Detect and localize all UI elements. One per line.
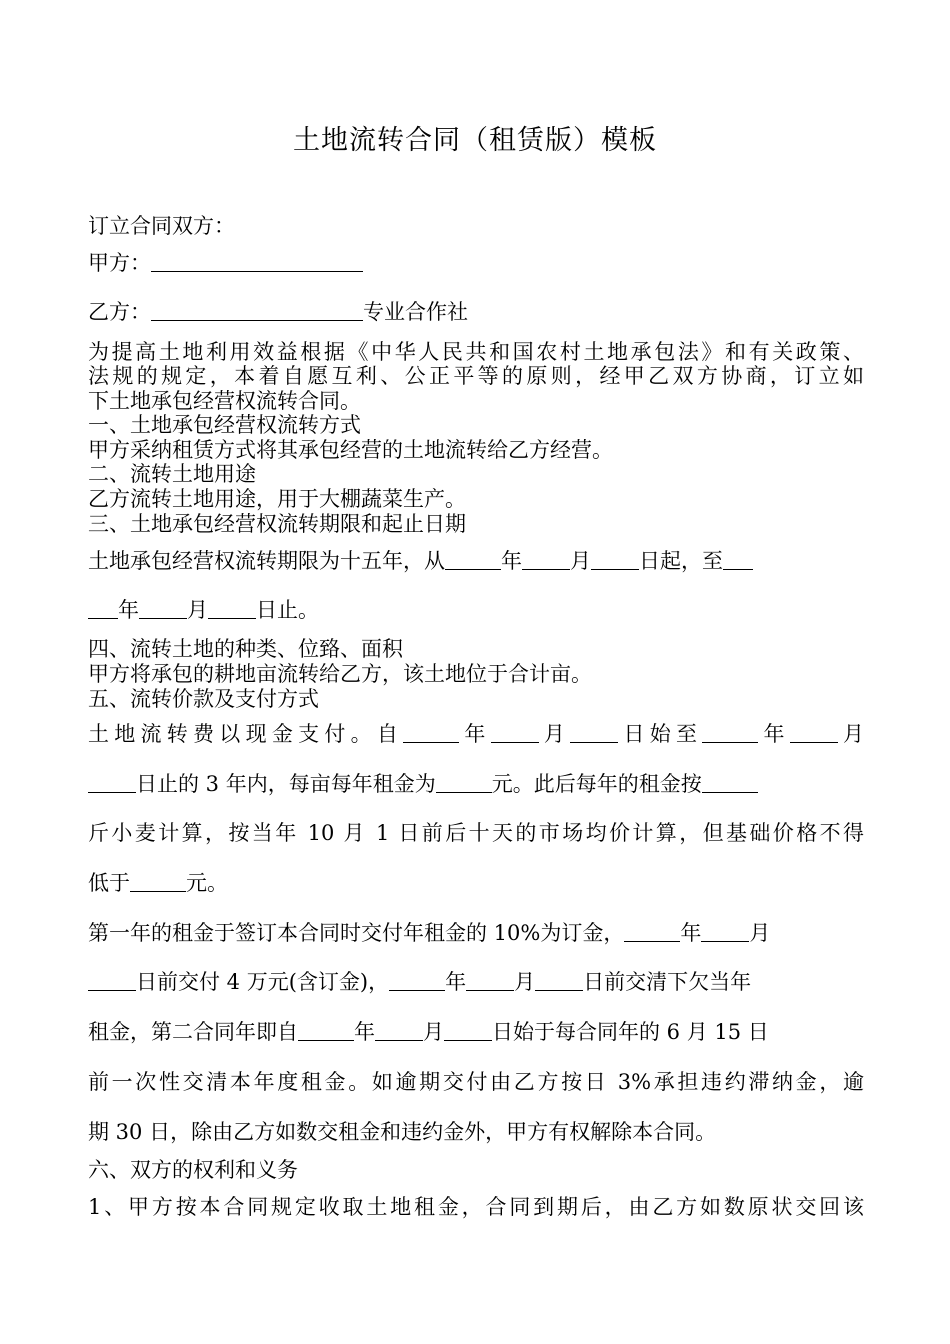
blank [522,549,570,570]
section-5-line-5 [88,920,770,946]
from-text: 日起，至 [639,549,723,573]
year-label: 年 [501,549,522,573]
section-5-line-4 [88,870,228,896]
party-a-blank [151,251,363,272]
preamble-line-3: 下土地承包经营权流转合同。 [88,389,361,413]
blank [702,722,758,743]
blank [436,772,492,793]
yuan-text: 元。 [186,871,228,895]
blank [445,549,501,570]
year-label: 年 [459,722,491,746]
blank [702,772,758,793]
blank [88,970,136,991]
deposit-text: 第一年的租金于签订本合同时交付年租金的 10%为订金， [88,921,625,945]
deposit-pay-text: 日前交付 4 万元(含订金)， [136,970,390,994]
payment-text: 土地流转费以现金支付。自 [88,722,404,746]
section-1-title: 一、土地承包经营权流转方式 [88,413,361,437]
settle-text: 日前交清下欠当年 [583,970,752,994]
party-b-line [88,299,468,325]
section-5-line-7 [88,1019,769,1045]
blank [88,598,118,619]
section-2-body: 乙方流转土地用途，用于大棚蔬菜生产。 [88,487,466,511]
section-5-line-2 [88,771,758,797]
blank [624,921,680,942]
party-b-blank [151,300,363,321]
year-label: 年 [354,1020,375,1044]
section-3-line-2 [88,597,319,623]
preamble-line-2: 法规的规定，本着自愿互利、公正平等的原则，经甲乙双方协商，订立如 [88,364,864,388]
party-a-line [88,250,363,276]
year-label: 年 [118,598,139,622]
party-b-label: 乙方： [88,300,151,324]
section-4-title: 四、流转土地的种类、位臵、面积 [88,637,403,661]
blank [298,1020,354,1041]
section-3-title: 三、土地承包经营权流转期限和起止日期 [88,512,466,536]
document-title: 土地流转合同（租赁版）模板 [293,125,657,156]
blank [403,722,459,743]
year-label: 年 [680,921,702,945]
section-5-line-9: 期 30 日，除由乙方如数交租金和违约金外，甲方有权解除本合同。 [88,1120,717,1144]
blank [491,722,539,743]
section-6-title: 六、双方的权利和义务 [88,1158,298,1182]
section-5-line-6 [88,969,751,995]
annual-date-text: 日始于每合同年的 6 月 15 日 [492,1020,769,1044]
blank [389,970,445,991]
parties-intro: 订立合同双方： [88,214,235,238]
blank [88,772,136,793]
party-b-suffix: 专业合作社 [363,300,468,324]
blank [130,871,186,892]
month-label: 月 [570,549,591,573]
blank [208,598,256,619]
section-6-item-1: 1、甲方按本合同规定收取土地租金，合同到期后，由乙方如数原状交回该 [88,1195,864,1219]
section-4-body: 甲方将承包的耕地亩流转给乙方，该土地位于合计亩。 [88,662,592,686]
month-label: 月 [749,921,771,945]
month-label: 月 [514,970,536,994]
until-text: 日始至 [618,722,703,746]
year-label: 年 [758,722,790,746]
section-5-line-3: 斤小麦计算，按当年 10 月 1 日前后十天的市场均价计算，但基础价格不得 [88,821,864,845]
blank [535,970,583,991]
blank [723,549,753,570]
section-3-line-1 [88,548,753,574]
second-year-text: 租金，第二合同年即自 [88,1020,298,1044]
min-text: 低于 [88,871,130,895]
month-label: 月 [423,1020,444,1044]
section-5-line-1 [88,721,864,747]
blank [790,722,838,743]
blank [570,722,618,743]
month-label: 月 [187,598,208,622]
end-text: 日止。 [256,598,319,622]
blank [701,921,749,942]
month-label: 月 [837,722,865,746]
blank [375,1020,423,1041]
section-2-title: 二、流转土地用途 [88,462,256,486]
section-5-title: 五、流转价款及支付方式 [88,687,319,711]
party-a-label: 甲方： [88,251,151,275]
year-label: 年 [445,970,467,994]
blank [444,1020,492,1041]
month-label: 月 [538,722,571,746]
section-5-line-8: 前一次性交清本年度租金。如逾期交付由乙方按日 3%承担违约滞纳金，逾 [88,1070,864,1094]
blank [466,970,514,991]
rent-after-text: 元。此后每年的租金按 [491,772,702,796]
term-text: 土地承包经营权流转期限为十五年，从 [88,549,445,573]
rent-text: 日止的 3 年内，每亩每年租金为 [136,772,436,796]
blank [591,549,639,570]
blank [139,598,187,619]
section-1-body: 甲方采纳租赁方式将其承包经营的土地流转给乙方经营。 [88,438,613,462]
preamble-line-1: 为提高土地利用效益根据《中华人民共和国农村土地承包法》和有关政策、 [88,340,864,364]
